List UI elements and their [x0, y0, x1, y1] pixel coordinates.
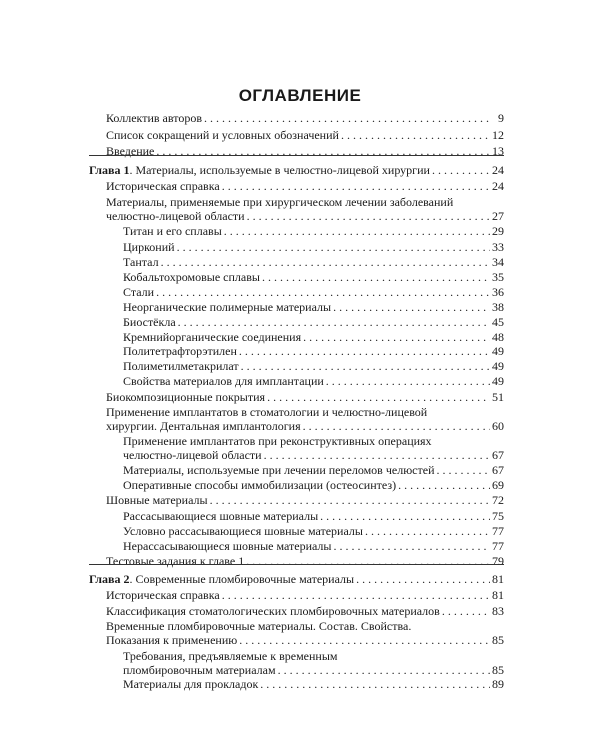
toc-entry[interactable] [106, 620, 504, 633]
dot-leader [204, 112, 490, 125]
toc-page-number: 38 [492, 300, 504, 314]
toc-entry[interactable] [106, 634, 504, 647]
dot-leader [247, 210, 490, 223]
dot-leader [222, 180, 490, 193]
toc-page-number: 48 [492, 330, 504, 344]
toc-entry-text: Цирконий [123, 240, 175, 254]
toc-entry[interactable] [123, 316, 504, 329]
toc-entry[interactable] [123, 225, 504, 238]
dot-leader [365, 525, 490, 538]
toc-entry[interactable] [123, 435, 504, 448]
chapter-label: Глава 1 [89, 163, 130, 177]
dot-leader [239, 634, 490, 647]
toc-entry[interactable] [123, 479, 504, 492]
dot-leader [303, 420, 490, 433]
dot-leader [156, 145, 490, 158]
toc-entry-text: Временные пломбировочные материалы. Состав. Свойства. [106, 619, 412, 633]
dot-leader [398, 479, 490, 492]
toc-page-number: 77 [492, 524, 504, 538]
toc-entry-text: челюстно-лицевой области [106, 209, 245, 223]
chapter-label: Глава 2 [89, 572, 130, 586]
section-divider [89, 564, 504, 565]
dot-leader [222, 589, 490, 602]
toc-entry-text: Оперативные способы иммобилизации (остеосинтез) [123, 478, 397, 492]
dot-leader [442, 605, 490, 618]
toc-page-number: 85 [492, 663, 504, 677]
dot-leader [246, 555, 490, 568]
toc-entry[interactable] [123, 241, 504, 254]
toc-entry-text: Условно рассасывающиеся шовные материалы [123, 524, 363, 538]
toc-entry[interactable] [106, 180, 504, 193]
toc-entry-text: Историческая справка [106, 179, 220, 193]
toc-entry[interactable] [123, 301, 504, 314]
toc-entry[interactable] [106, 555, 504, 568]
toc-entry[interactable] [106, 494, 504, 507]
dot-leader [320, 510, 490, 523]
toc-entry-text: Неорганические полимерные материалы [123, 300, 332, 314]
toc-page-number: 13 [492, 144, 504, 158]
toc-page-number: 24 [492, 179, 504, 193]
toc-page-number: 81 [492, 572, 504, 586]
toc-entry[interactable] [106, 129, 504, 142]
toc-entry[interactable] [123, 664, 504, 677]
toc-entry-text: Требования, предъявляемые к временным [123, 649, 338, 663]
toc-entry[interactable] [106, 196, 504, 209]
dot-leader [178, 316, 490, 329]
toc-entry[interactable] [106, 391, 504, 404]
toc-entry-text: Политетрафторэтилен [123, 344, 237, 358]
toc-page-number: 51 [492, 390, 504, 404]
toc-entry-text: Полиметилметакрилат [123, 359, 239, 373]
toc-entry-text: Показания к применению [106, 633, 238, 647]
dot-leader [333, 301, 490, 314]
toc-page-number: 79 [492, 554, 504, 568]
toc-entry[interactable] [106, 420, 504, 433]
toc-entry-text: Коллектив авторов [106, 111, 202, 125]
toc-entry-text: Титан и его сплавы [123, 224, 222, 238]
toc-page-number: 81 [492, 588, 504, 602]
toc-entry-text: Материалы для прокладок [123, 677, 259, 691]
toc-entry[interactable] [106, 145, 504, 158]
toc-entry-text: Применение имплантатов в стоматологии и челюстно-лицевой [106, 405, 428, 419]
toc-entry-text: Биостёкла [123, 315, 176, 329]
dot-leader [260, 678, 490, 691]
toc-page-number: 77 [492, 539, 504, 553]
toc-entry-text: Свойства материалов для имплантации [123, 374, 324, 388]
dot-leader [303, 331, 490, 344]
toc-page-number: 69 [492, 478, 504, 492]
toc-entry-text: Материалы, используемые при лечении переломов челюстей [123, 463, 435, 477]
dot-leader [436, 464, 490, 477]
toc-entry[interactable] [123, 256, 504, 269]
toc-page-number: 72 [492, 493, 504, 507]
toc-entry[interactable] [123, 510, 504, 523]
toc-entry[interactable] [123, 525, 504, 538]
toc-page-number: 45 [492, 315, 504, 329]
toc-entry[interactable] [106, 406, 504, 419]
toc-page-number: 29 [492, 224, 504, 238]
toc-entry-text: Введение [106, 144, 155, 158]
toc-entry-text: хирургии. Дентальная имплантология [106, 419, 301, 433]
toc-entry-text: Список сокращений и условных обозначений [106, 128, 339, 142]
section-divider [89, 155, 504, 156]
dot-leader [161, 256, 490, 269]
toc-entry[interactable] [123, 464, 504, 477]
chapter-heading[interactable] [89, 573, 504, 586]
dot-leader [333, 540, 490, 553]
toc-page-number: 36 [492, 285, 504, 299]
dot-leader [241, 360, 490, 373]
toc-entry[interactable] [106, 589, 504, 602]
toc-page-number: 89 [492, 677, 504, 691]
toc-entry-text: Кремнийорганические соединения [123, 330, 302, 344]
toc-entry-text: Биокомпозиционные покрытия [106, 390, 266, 404]
toc-entry-text: Тантал [123, 255, 159, 269]
toc-entry[interactable] [123, 331, 504, 344]
toc-entry[interactable] [123, 449, 504, 462]
toc-page-number: 85 [492, 633, 504, 647]
toc-entry-text: Стали [123, 285, 155, 299]
dot-leader [210, 494, 490, 507]
toc-entry[interactable] [123, 360, 504, 373]
toc-entry-text: Материалы, применяемые при хирургическом лечении заболеваний [106, 195, 454, 209]
toc-entry-text: . Современные пломбировочные материалы [129, 572, 355, 586]
toc-entry-text: Кобальтохромовые сплавы [123, 270, 260, 284]
toc-entry-text: Применение имплантатов при реконструктивных операциях [123, 434, 432, 448]
toc-entry-text: пломбировочным материалам [123, 663, 276, 677]
dot-leader [432, 164, 490, 177]
dot-leader [224, 225, 490, 238]
toc-page-number: 49 [492, 344, 504, 358]
toc-entry-text: Шовные материалы [106, 493, 208, 507]
toc-entry[interactable] [123, 271, 504, 284]
toc-entry[interactable] [123, 286, 504, 299]
page-title: ОГЛАВЛЕНИЕ [238, 86, 362, 105]
toc-page-number: 27 [492, 209, 504, 223]
toc-entry[interactable] [123, 540, 504, 553]
dot-leader [341, 129, 490, 142]
toc-page-number: 67 [492, 463, 504, 477]
toc-entry-text: Нерассасывающиеся шовные материалы [123, 539, 332, 553]
toc-page-number: 60 [492, 419, 504, 433]
dot-leader [264, 449, 490, 462]
toc-entry-text: Классификация стоматологических пломбировочных материалов [106, 604, 440, 618]
toc-entry[interactable] [123, 678, 504, 691]
toc-entry-text: Тестовые задания к главе 1 [106, 554, 245, 568]
toc-page-number: 75 [492, 509, 504, 523]
dot-leader [262, 271, 490, 284]
toc-page-number: 34 [492, 255, 504, 269]
toc-page-number: 12 [492, 128, 504, 142]
toc-page-number: 49 [492, 374, 504, 388]
toc-entry[interactable] [123, 375, 504, 388]
chapter-heading[interactable] [89, 164, 504, 177]
toc-page-number: 24 [492, 163, 504, 177]
toc-entry-text: Рассасывающиеся шовные материалы [123, 509, 319, 523]
toc-entry[interactable] [106, 112, 504, 125]
toc-entry[interactable] [123, 650, 504, 663]
toc-entry-text: челюстно-лицевой области [123, 448, 262, 462]
dot-leader [267, 391, 490, 404]
toc-entry-text: . Материалы, используемые в челюстно-лицевой хирургии [129, 163, 430, 177]
dot-leader [278, 664, 490, 677]
toc-page-number: 33 [492, 240, 504, 254]
toc-page-number: 35 [492, 270, 504, 284]
toc-entry[interactable] [123, 345, 504, 358]
dot-leader [239, 345, 490, 358]
toc-page-number: 83 [492, 604, 504, 618]
dot-leader [156, 286, 490, 299]
toc-page-number: 49 [492, 359, 504, 373]
toc-page-number: 9 [498, 111, 504, 125]
dot-leader [356, 573, 490, 586]
toc-page-number: 67 [492, 448, 504, 462]
dot-leader [326, 375, 490, 388]
toc-entry-text: Историческая справка [106, 588, 220, 602]
toc-entry[interactable] [106, 210, 504, 223]
dot-leader [177, 241, 490, 254]
toc-entry[interactable] [106, 605, 504, 618]
